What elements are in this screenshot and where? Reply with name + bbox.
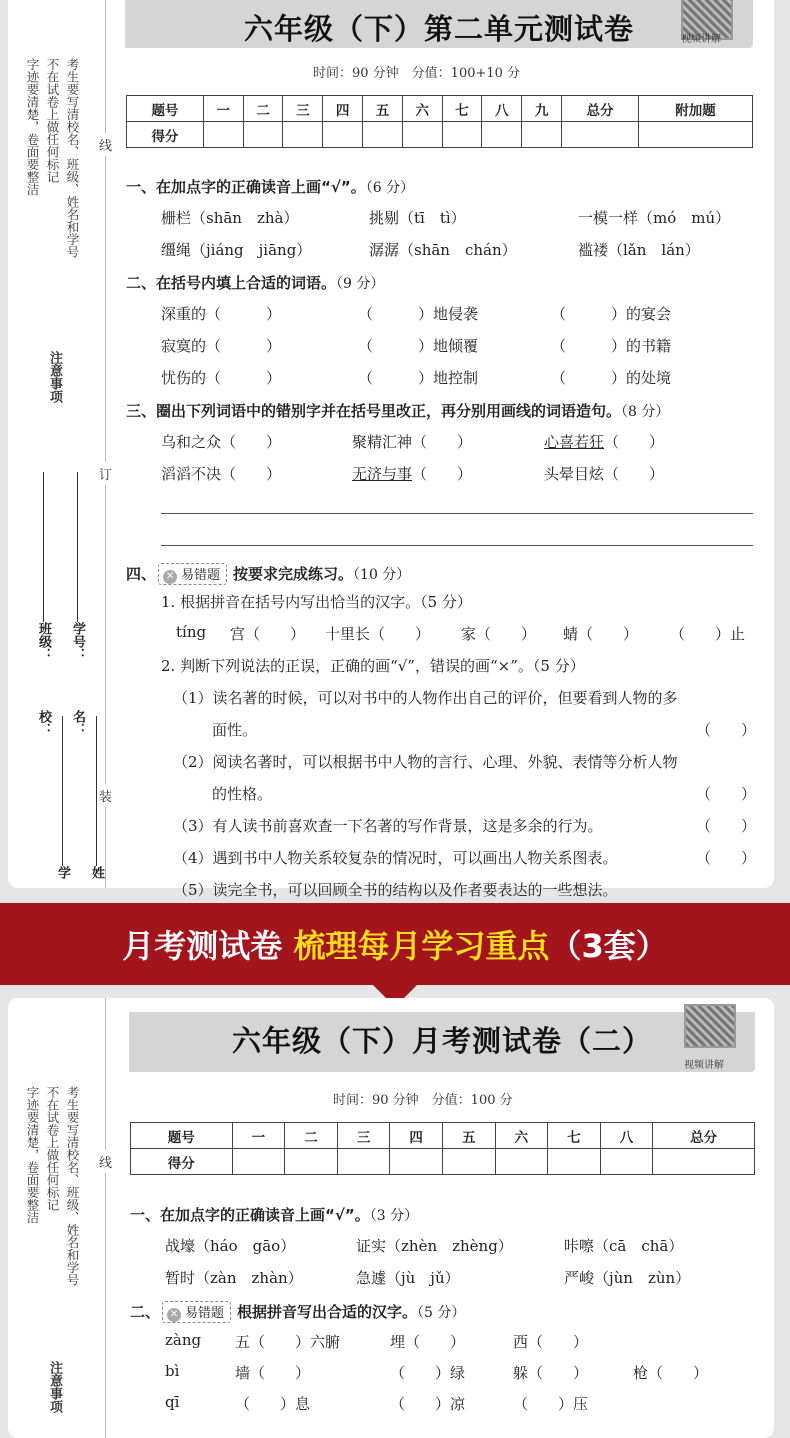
- binding-mark-staple: 订: [99, 462, 112, 485]
- score-header-cell: 二: [243, 96, 283, 122]
- binding-margin: [8, 998, 106, 1438]
- s4-statement: 面性。: [212, 721, 258, 739]
- s4-blank[interactable]: 宫（ ）: [230, 625, 306, 643]
- s4-statement: （4）遇到书中人物关系较复杂的情况时，可以画出人物关系图表。: [173, 849, 618, 867]
- s1-item[interactable]: 严峻（jùn zùn）: [564, 1269, 691, 1287]
- score-header-cell: 三: [337, 1123, 390, 1149]
- score-header-cell: 八: [600, 1123, 653, 1149]
- score-cell[interactable]: [390, 1149, 443, 1175]
- score-cell[interactable]: [653, 1149, 755, 1175]
- score-table: [126, 95, 753, 148]
- score-cell[interactable]: [638, 122, 752, 148]
- banner-text: 月考测试卷 梳理每月学习重点（3套）: [122, 927, 668, 965]
- score-header-cell: 九: [522, 96, 562, 122]
- close-circle-icon: ✕: [167, 1308, 181, 1322]
- exam-notes: 考生要写清校名、班级、姓名和学号 不在试卷上做任何标记 字迹要清楚，卷面要整洁: [25, 58, 80, 258]
- student-number-field[interactable]: 学号：: [68, 466, 87, 661]
- s4-statement: （2）阅读名著时，可以根据书中人物的言行、心理、外貌、表情等分析人物: [173, 753, 678, 771]
- score-cell[interactable]: [232, 1149, 285, 1175]
- close-circle-icon: ✕: [163, 570, 177, 584]
- section-1-title: 一、在加点字的正确读音上画“√”。（6 分）: [126, 178, 415, 196]
- section-1-title: 一、在加点字的正确读音上画“√”。（3 分）: [130, 1206, 419, 1224]
- qr-label: 视频讲解: [681, 34, 721, 45]
- s4-blank[interactable]: 家（ ）: [461, 625, 537, 643]
- score-cell[interactable]: [363, 122, 403, 148]
- notes-heading: 注意事项: [47, 351, 62, 403]
- s2-blank[interactable]: 墙（ ）: [235, 1364, 311, 1382]
- s2-blank[interactable]: （ ）地控制: [358, 369, 479, 387]
- error-prone-tag: ✕ 易错题: [162, 1301, 231, 1323]
- s1-item[interactable]: 战壕（háo gāo）: [165, 1237, 296, 1255]
- score-cell[interactable]: [337, 1149, 390, 1175]
- s3-item[interactable]: 乌和之众（ ）: [161, 433, 282, 451]
- answer-paren[interactable]: （ ）: [696, 721, 757, 739]
- section-2-title: 二、在括号内填上合适的词语。（9 分）: [126, 274, 385, 292]
- s2-blank[interactable]: （ ）凉: [390, 1395, 466, 1413]
- s3-item[interactable]: 头晕目炫（ ）: [544, 465, 665, 483]
- score-cell[interactable]: [285, 1149, 338, 1175]
- score-header-cell: 七: [548, 1123, 601, 1149]
- s4-blank[interactable]: 十里长（ ）: [325, 625, 431, 643]
- promo-banner: [0, 903, 790, 985]
- s2-blank[interactable]: （ ）地倾覆: [358, 337, 479, 355]
- s4-blank[interactable]: （ ）止: [670, 625, 746, 643]
- s3-item[interactable]: 聚精汇神（ ）: [352, 433, 473, 451]
- exam-meta: 时间：90 分钟 分值：100 分: [333, 1093, 513, 1108]
- exam-sheet-unit2: [8, 0, 774, 899]
- score-header-cell: 三: [283, 96, 323, 122]
- score-cell[interactable]: [482, 122, 522, 148]
- s2-blank[interactable]: （ ）的宴会: [551, 305, 672, 323]
- score-cell[interactable]: [323, 122, 363, 148]
- s1-item[interactable]: 缰绳（jiáng jiāng）: [161, 241, 312, 259]
- section-2-title: 二、 ✕ 易错题 根据拼音写出合适的汉字。（5 分）: [130, 1303, 466, 1321]
- score-header-cell: 六: [402, 96, 442, 122]
- score-cell[interactable]: [243, 122, 283, 148]
- s2-blank[interactable]: 埋（ ）: [390, 1333, 466, 1351]
- s2-blank[interactable]: （ ）地侵袭: [358, 305, 479, 323]
- exam-title-bar: [129, 1012, 755, 1072]
- s4-statement: 的性格。: [212, 785, 273, 803]
- score-header-cell: 六: [495, 1123, 548, 1149]
- score-row-label: 得分: [131, 1149, 233, 1175]
- exam-notes: 考生要写清校名、班级、姓名和学号 不在试卷上做任何标记 字迹要清楚，卷面要整洁: [25, 1086, 80, 1286]
- s1-item[interactable]: 一模一样（mó mú）: [578, 209, 731, 227]
- name-field[interactable]: 姓名：: [70, 710, 104, 879]
- school-field[interactable]: 学校：: [36, 710, 70, 879]
- s2-pinyin: zàng: [165, 1331, 202, 1349]
- score-header-cell: 总分: [653, 1123, 755, 1149]
- score-header-cell: 四: [390, 1123, 443, 1149]
- s2-blank[interactable]: 西（ ）: [513, 1333, 589, 1351]
- answer-paren[interactable]: （ ）: [696, 849, 757, 867]
- s1-item[interactable]: 潺潺（shān chán）: [369, 241, 517, 259]
- s2-blank[interactable]: 枪（ ）: [633, 1364, 709, 1382]
- s3-item-underlined[interactable]: 心喜若狂（ ）: [544, 433, 665, 451]
- s2-blank[interactable]: （ ）的书籍: [551, 337, 672, 355]
- class-field[interactable]: 班级：: [34, 466, 53, 661]
- s2-pinyin: qī: [165, 1393, 180, 1411]
- score-cell[interactable]: [495, 1149, 548, 1175]
- exam-title-bar: [125, 0, 753, 48]
- score-header-label: 题号: [131, 1123, 233, 1149]
- binding-mark-line: 线: [99, 133, 112, 156]
- s4-blank[interactable]: 蜻（ ）: [563, 625, 639, 643]
- exam-sheet-monthly2: [8, 998, 774, 1438]
- score-cell[interactable]: [548, 1149, 601, 1175]
- s2-blank[interactable]: 躲（ ）: [513, 1364, 589, 1382]
- qr-code-icon[interactable]: [684, 1004, 736, 1048]
- score-header-cell: 七: [442, 96, 482, 122]
- score-header-cell: 一: [232, 1123, 285, 1149]
- score-table: [130, 1122, 755, 1175]
- s1-item[interactable]: 急遽（jù jǔ）: [356, 1269, 460, 1287]
- notes-heading: 注意事项: [47, 1361, 62, 1413]
- s4-q1: 1. 根据拼音在括号内写出恰当的汉字。（5 分）: [161, 593, 472, 611]
- score-header-cell: 八: [482, 96, 522, 122]
- score-cell[interactable]: [442, 1149, 495, 1175]
- score-header-cell: 四: [323, 96, 363, 122]
- s2-blank[interactable]: 五（ ）六腑: [235, 1333, 341, 1351]
- s1-item[interactable]: 咔嚓（cā chā）: [564, 1237, 684, 1255]
- exam-meta: 时间：90 分钟 分值：100+10 分: [313, 66, 521, 81]
- s2-blank[interactable]: （ ）压: [513, 1395, 589, 1413]
- answer-paren[interactable]: （ ）: [696, 817, 757, 835]
- s3-item-underlined[interactable]: 无济与事（ ）: [352, 465, 473, 483]
- s2-blank[interactable]: （ ）的处境: [551, 369, 672, 387]
- answer-paren[interactable]: （ ）: [696, 785, 757, 803]
- score-header-cell: 附加题: [638, 96, 752, 122]
- score-cell[interactable]: [203, 122, 243, 148]
- s3-item[interactable]: 滔滔不决（ ）: [161, 465, 282, 483]
- score-cell[interactable]: [562, 122, 639, 148]
- s1-item[interactable]: 栅栏（shān zhà）: [161, 209, 299, 227]
- score-cell[interactable]: [442, 122, 482, 148]
- s4-q2: 2. 判断下列说法的正误，正确的画“√”，错误的画“×”。（5 分）: [161, 657, 585, 675]
- writing-line[interactable]: [161, 513, 753, 514]
- s1-item[interactable]: 挑剔（tī tì）: [369, 209, 466, 227]
- s4-pinyin: tíng: [176, 623, 207, 641]
- writing-line[interactable]: [161, 545, 753, 546]
- binding-mark-line: 线: [99, 1150, 112, 1173]
- s2-blank[interactable]: 寂寞的（ ）: [161, 337, 282, 355]
- qr-label: 视频讲解: [684, 1060, 724, 1071]
- s4-statement: （3）有人读书前喜欢查一下名著的写作背景，这是多余的行为。: [173, 817, 603, 835]
- exam-title: 六年级（下）月考测试卷（二）: [231, 1024, 652, 1058]
- s1-item[interactable]: 证实（zhèn zhèng）: [356, 1237, 513, 1255]
- s2-pinyin: bì: [165, 1362, 180, 1380]
- score-header-cell: 一: [203, 96, 243, 122]
- binding-mark-bind: 装: [99, 784, 112, 807]
- score-cell[interactable]: [522, 122, 562, 148]
- s2-blank[interactable]: 深重的（ ）: [161, 305, 282, 323]
- score-header-label: 题号: [127, 96, 204, 122]
- exam-title: 六年级（下）第二单元测试卷: [243, 12, 634, 46]
- error-prone-tag: ✕ 易错题: [158, 563, 227, 585]
- s2-blank[interactable]: （ ）息: [235, 1395, 311, 1413]
- s1-item[interactable]: 褴褛（lǎn lán）: [578, 241, 700, 259]
- score-header-cell: 总分: [562, 96, 639, 122]
- score-cell[interactable]: [402, 122, 442, 148]
- score-row-label: 得分: [127, 122, 204, 148]
- section-4-title: 四、 ✕ 易错题 按要求完成练习。（10 分）: [126, 565, 411, 583]
- s2-blank[interactable]: （ ）绿: [390, 1364, 466, 1382]
- section-3-title: 三、圈出下列词语中的错别字并在括号里改正，再分别用画线的词语造句。（8 分）: [126, 402, 670, 420]
- s4-statement: （5）读完全书，可以回顾全书的结构以及作者要表达的一些想法。: [173, 881, 618, 899]
- score-header-cell: 二: [285, 1123, 338, 1149]
- binding-margin: [8, 0, 106, 888]
- score-cell[interactable]: [600, 1149, 653, 1175]
- s2-blank[interactable]: 忧伤的（ ）: [161, 369, 282, 387]
- score-cell[interactable]: [283, 122, 323, 148]
- score-header-cell: 五: [442, 1123, 495, 1149]
- s1-item[interactable]: 暂时（zàn zhàn）: [165, 1269, 303, 1287]
- s4-statement: （1）读名著的时候，可以对书中的人物作出自己的评价，但要看到人物的多: [173, 689, 678, 707]
- score-header-cell: 五: [363, 96, 403, 122]
